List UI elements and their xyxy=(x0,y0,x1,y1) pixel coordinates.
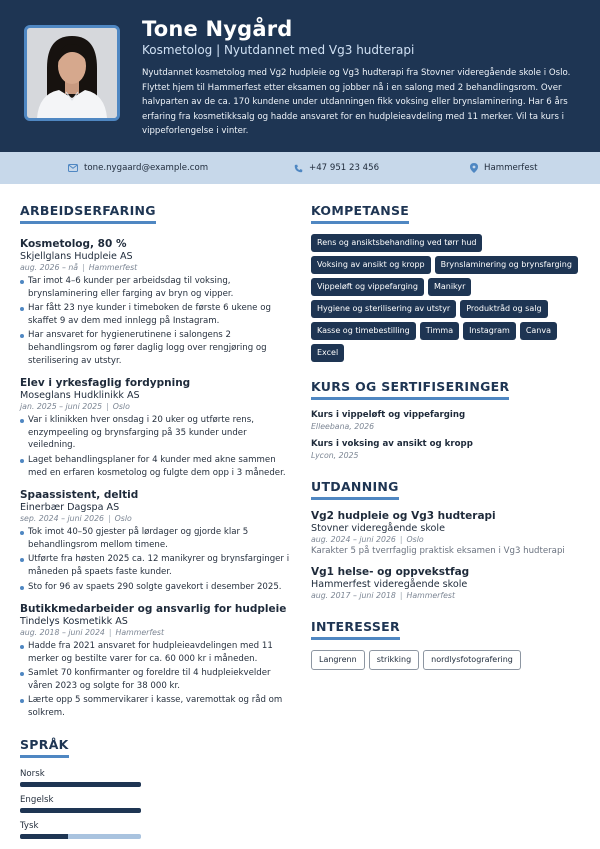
job-bullet: Tar imot 4–6 kunder per arbeidsdag til voksing, brynslaminering eller farging av bryn og vipper. xyxy=(20,275,290,300)
job-bullets xyxy=(20,526,290,593)
job-meta: jan. 2025 – juni 2025 | Oslo xyxy=(20,402,130,412)
contact-location xyxy=(470,152,537,184)
skill-tag: Voksing av ansikt og kropp xyxy=(311,256,431,274)
interests-list xyxy=(311,650,581,670)
skill-tag: Brynslaminering og brynsfarging xyxy=(435,256,578,274)
education-section xyxy=(311,476,581,600)
job-entry xyxy=(20,603,290,720)
interests-section xyxy=(311,616,581,670)
email-text: tone.nygaard@example.com xyxy=(84,163,209,173)
map-pin-icon xyxy=(470,163,478,173)
job-bullets xyxy=(20,414,290,479)
right-column xyxy=(311,200,581,670)
job-bullet: Har ansvaret for hygienerutinene i salongens 2 behandlingsrom og fører daglig logg over rengjøring og sterilisering av utstyr. xyxy=(20,329,290,367)
mail-icon xyxy=(68,164,78,172)
job-bullets xyxy=(20,275,290,367)
job-location: Oslo xyxy=(114,514,132,524)
job-bullet: Tok imot 40–50 gjester på lørdager og gjorde klar 5 behandlingsrom mellom timene. xyxy=(20,526,290,551)
experience-list xyxy=(20,238,290,720)
contact-email[interactable] xyxy=(68,152,208,184)
job-title: Kosmetolog, 80 % xyxy=(20,238,127,250)
education-title: Vg1 helse- og oppvekstfag xyxy=(311,566,470,578)
job-bullets xyxy=(20,640,290,720)
language-level-fill xyxy=(20,834,68,839)
profile-photo xyxy=(24,25,120,121)
course-item xyxy=(311,439,581,460)
job-entry xyxy=(20,489,290,593)
job-title: Butikkmedarbeider og ansvarlig for hudpleie xyxy=(20,603,287,616)
education-meta: aug. 2024 – juni 2026 | Oslo xyxy=(311,535,424,544)
job-dates: aug. 2018 – juni 2024 xyxy=(20,628,105,638)
job-bullet: Utførte fra høsten 2025 ca. 12 manikyrer og brynsfarginger i måneden på spaets faste kunder. xyxy=(20,553,290,578)
job-subtitle: Kosmetolog | Nyutdannet med Vg3 hudterapi xyxy=(142,43,415,57)
course-item xyxy=(311,410,581,431)
job-location: Oslo xyxy=(112,402,130,412)
interest-tag: strikking xyxy=(369,650,419,670)
interests-heading: INTERESSER xyxy=(311,619,400,640)
skill-tag: Hygiene og sterilisering av utstyr xyxy=(311,300,456,318)
left-column xyxy=(20,200,290,839)
languages-heading: SPRÅK xyxy=(20,737,69,758)
language-level-bar xyxy=(20,782,141,787)
education-heading: UTDANNING xyxy=(311,479,399,500)
header xyxy=(0,0,600,152)
language-level-fill xyxy=(20,808,141,813)
skills-heading: KOMPETANSE xyxy=(311,203,409,224)
job-meta: aug. 2026 – nå | Hammerfest xyxy=(20,263,138,272)
course-title: Kurs i voksing av ansikt og kropp xyxy=(311,439,473,449)
language-item xyxy=(20,795,290,813)
phone-icon xyxy=(294,164,303,173)
education-school: Hammerfest videregående skole xyxy=(311,579,468,590)
language-level-bar xyxy=(20,834,141,839)
job-dates: sep. 2024 – juni 2026 xyxy=(20,514,104,524)
person-name: Tone Nygård xyxy=(142,17,293,41)
language-name: Engelsk xyxy=(20,794,54,805)
job-bullet: Sto for 96 av spaets 290 solgte gavekort i desember 2025. xyxy=(20,581,290,594)
courses-section xyxy=(311,376,581,460)
course-title: Kurs i vippeløft og vippefarging xyxy=(311,410,466,420)
profile-summary: Nyutdannet kosmetolog med Vg2 hudpleie og Vg3 hudterapi fra Stovner videregående skole i Oslo. Flyttet hjem til Hammerfest etter eksamen og jobber nå i en salong med 2 behandlingsrom. Over halvparten av de ca. 170 kundene under utdanningen fikk voksing eller brynslaminering. Har 6 års erfaring fra kosmetikksalg og hadde ansvaret for en hudpleieavdeling med 11 merker. Vil ta kurs i vippeforlengelse i vinter. xyxy=(142,68,571,137)
education-dates: aug. 2017 – juni 2018 xyxy=(311,591,396,600)
language-item xyxy=(20,769,290,787)
skills-list xyxy=(311,234,581,362)
skill-tag: Rens og ansiktsbehandling ved tørr hud xyxy=(311,234,482,252)
job-bullet: Laget behandlingsplaner for 4 kunder med akne sammen med en erfaren kosmetolog og fulgte dem opp i 3 måneder. xyxy=(20,454,290,479)
language-level-bar xyxy=(20,808,141,813)
language-item xyxy=(20,821,290,839)
education-meta: aug. 2017 – juni 2018 | Hammerfest xyxy=(311,591,456,600)
contact-phone[interactable] xyxy=(294,152,379,184)
education-item xyxy=(311,566,581,600)
education-location: Oslo xyxy=(406,535,424,544)
language-name: Norsk xyxy=(20,768,45,779)
location-text: Hammerfest xyxy=(484,163,538,173)
languages-section xyxy=(20,734,290,839)
language-name: Tysk xyxy=(20,820,39,831)
courses-heading: KURS OG SERTIFISERINGER xyxy=(311,379,509,400)
job-bullet: Lærte opp 5 sommervikarer i kasse, varemottak og råd om solkrem. xyxy=(20,694,290,719)
job-dates: jan. 2025 – juni 2025 xyxy=(20,402,103,412)
course-meta: Elleebana, 2026 xyxy=(311,422,375,431)
experience-heading: ARBEIDSERFARING xyxy=(20,203,156,224)
job-title: Elev i yrkesfaglig fordypning xyxy=(20,377,191,390)
job-title: Spaassistent, deltid xyxy=(20,489,139,502)
skill-tag: Canva xyxy=(520,322,557,340)
job-location: Hammerfest xyxy=(115,628,165,638)
job-company: Skjellglans Hudpleie AS xyxy=(20,251,133,262)
skill-tag: Vippeløft og vippefarging xyxy=(311,278,424,296)
skill-tag: Instagram xyxy=(463,322,516,340)
job-company: Moseglans Hudklinikk AS xyxy=(20,390,140,402)
skill-tag: Manikyr xyxy=(428,278,471,296)
education-note: Karakter 5 på tverrfaglig praktisk eksamen i Vg3 hudterapi xyxy=(311,546,565,556)
education-school: Stovner videregående skole xyxy=(311,523,445,534)
job-entry xyxy=(20,238,290,367)
job-dates: aug. 2026 – nå xyxy=(20,263,79,272)
job-bullet: Har fått 23 nye kunder i timeboken de første 6 ukene og skaffet 9 av dem med innlegg på Instagram. xyxy=(20,302,290,327)
job-meta: aug. 2018 – juni 2024 | Hammerfest xyxy=(20,628,165,638)
education-title: Vg2 hudpleie og Vg3 hudterapi xyxy=(311,510,496,522)
skill-tag: Kasse og timebestilling xyxy=(311,322,416,340)
language-level-fill xyxy=(20,782,141,787)
job-bullet: Samlet 70 konfirmanter og foreldre til 4 hudpleiekvelder våren 2023 og solgte for 38 000 kr. xyxy=(20,667,290,692)
job-entry xyxy=(20,377,290,479)
skill-tag: Timma xyxy=(420,322,459,340)
contact-bar xyxy=(0,152,600,184)
job-meta: sep. 2024 – juni 2026 | Oslo xyxy=(20,514,132,524)
skill-tag: Excel xyxy=(311,344,344,362)
phone-text: +47 951 23 456 xyxy=(309,163,380,173)
education-item xyxy=(311,510,581,556)
education-location: Hammerfest xyxy=(406,591,456,600)
job-bullet: Var i klinikken hver onsdag i 20 uker og utførte rens, enzympeeling og brynsfarging på 35 kunder under veiledning. xyxy=(20,414,290,452)
job-company: Tindelys Kosmetikk AS xyxy=(20,616,128,628)
job-location: Hammerfest xyxy=(88,263,138,272)
interest-tag: Langrenn xyxy=(311,650,365,670)
education-dates: aug. 2024 – juni 2026 xyxy=(311,535,396,544)
job-company: Einerbær Dagspa AS xyxy=(20,502,120,514)
interest-tag: nordlysfotografering xyxy=(423,650,521,670)
skill-tag: Produktråd og salg xyxy=(460,300,547,318)
job-bullet: Hadde fra 2021 ansvaret for hudpleieavdelingen med 11 merker og bestilte varer for ca. 60 000 kr i måneden. xyxy=(20,640,290,665)
course-meta: Lycon, 2025 xyxy=(311,451,359,460)
